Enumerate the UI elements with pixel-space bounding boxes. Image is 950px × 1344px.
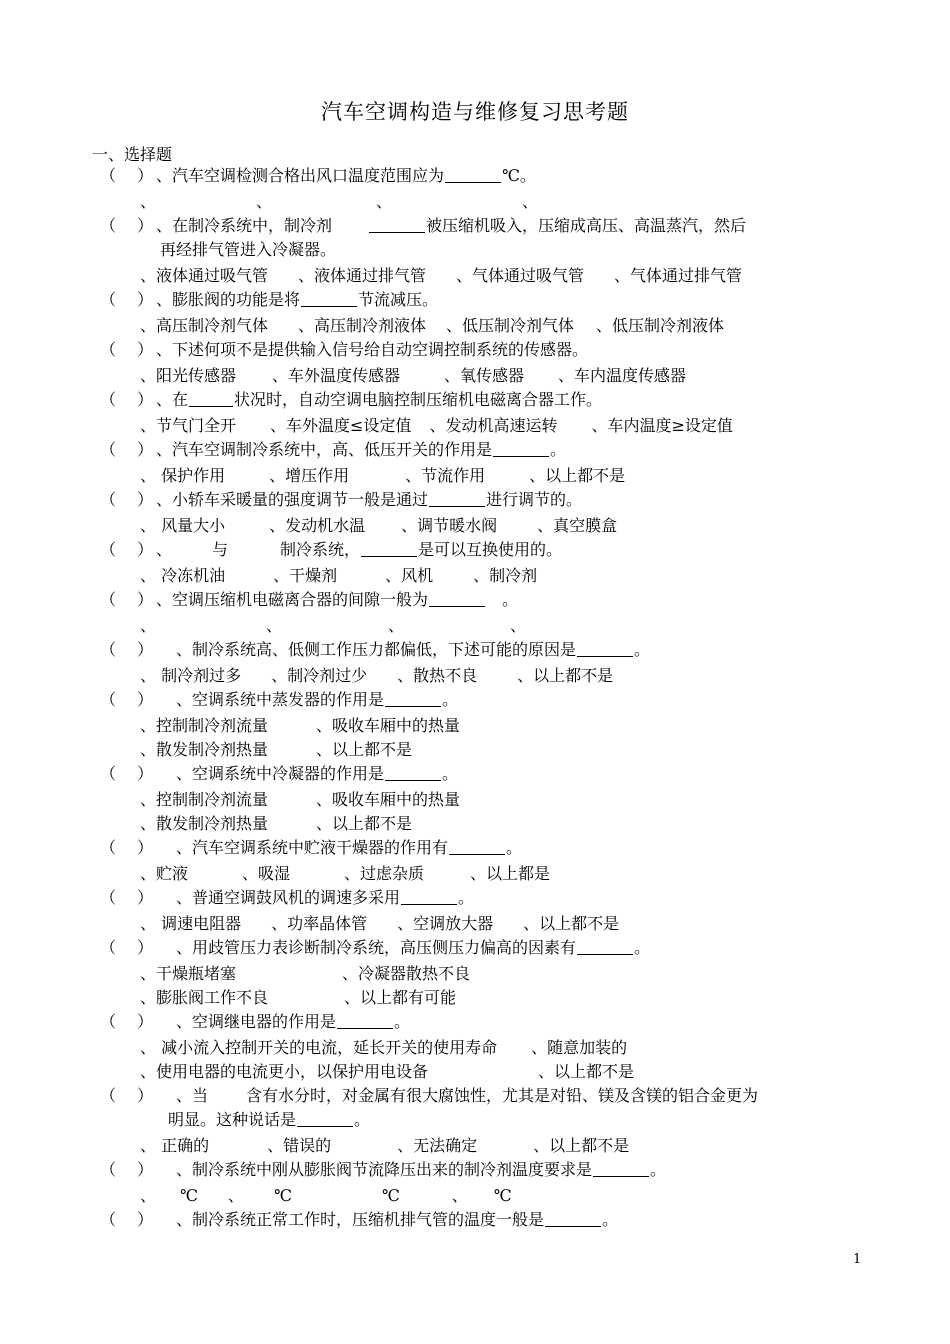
fill-blank[interactable] xyxy=(369,216,425,233)
fill-blank[interactable] xyxy=(429,490,485,507)
question-15: （ ） 、用歧管压力表诊断制冷系统，高压侧压力偏高的因素有 。 xyxy=(100,938,651,957)
options-row: 、 、 、 、 xyxy=(140,192,539,211)
options-row: 、 减小流入控制开关的电流，延长开关的使用寿命 、随意加装的 xyxy=(140,1038,628,1057)
question-6: （ ） 、汽车空调制冷系统中，高、低压开关的作用是 。 xyxy=(100,440,567,459)
question-16: （ ） 、空调继电器的作用是 。 xyxy=(100,1012,411,1031)
options-row: 、使用电器的电流更小，以保护用电设备 、以上都不是 xyxy=(140,1062,635,1081)
question-continuation: 明显。这种说话是 。 xyxy=(168,1110,371,1129)
question-18: （ ） 、制冷系统中刚从膨胀阀节流降压出来的制冷剂温度要求是 。 xyxy=(100,1160,667,1179)
fill-blank[interactable] xyxy=(385,690,441,707)
options-row: 、 调速电阻器 、功率晶体管 、空调放大器 、以上都不是 xyxy=(140,914,620,933)
page-title: 汽车空调构造与维修复习思考题 xyxy=(321,100,629,124)
question-4: （ ） 、下述何项不是提供输入信号给自动空调控制系统的传感器。 xyxy=(100,340,589,359)
options-row: 、 冷冻机油 、干燥剂 、风机 、制冷剂 xyxy=(140,566,538,585)
fill-blank[interactable] xyxy=(593,1160,649,1177)
fill-blank[interactable] xyxy=(385,764,441,781)
options-row: 、膨胀阀工作不良 、以上都有可能 xyxy=(140,988,457,1007)
question-8: （ ） 、 与 制冷系统， 是可以互换使用的。 xyxy=(100,540,563,559)
question-3: （ ） 、膨胀阀的功能是将 节流减压。 xyxy=(100,290,439,309)
fill-blank[interactable] xyxy=(297,1110,353,1127)
options-row: 、液体通过吸气管 、液体通过排气管 、气体通过吸气管 、气体通过排气管 xyxy=(140,266,743,285)
fill-blank[interactable] xyxy=(577,938,633,955)
fill-blank[interactable] xyxy=(449,838,505,855)
section-heading: 一、选择题 xyxy=(92,145,173,164)
fill-blank[interactable] xyxy=(401,888,457,905)
question-13: （ ） 、汽车空调系统中贮液干燥器的作用有 。 xyxy=(100,838,523,857)
options-row: 、 、 、 、 xyxy=(140,616,527,635)
page-number: 1 xyxy=(853,1252,862,1267)
options-row: 、散发制冷剂热量 、以上都不是 xyxy=(140,814,413,833)
options-row: 、高压制冷剂气体 、高压制冷剂液体 、低压制冷剂气体 、低压制冷剂液体 xyxy=(140,316,725,335)
fill-blank[interactable] xyxy=(493,440,549,457)
options-row: 、 风量大小 、发动机水温 、调节暖水阀 、真空膜盒 xyxy=(140,516,618,535)
options-row: 、 保护作用 、增压作用 、节流作用 、以上都不是 xyxy=(140,466,626,485)
question-19: （ ） 、制冷系统正常工作时，压缩机排气管的温度一般是 。 xyxy=(100,1210,619,1229)
question-continuation: 再经排气管进入冷凝器。 xyxy=(160,240,337,259)
question-14: （ ） 、普通空调鼓风机的调速多采用 。 xyxy=(100,888,475,907)
fill-blank[interactable] xyxy=(577,640,633,657)
fill-blank[interactable] xyxy=(337,1012,393,1029)
options-row: 、散发制冷剂热量 、以上都不是 xyxy=(140,740,413,759)
options-row: 、 ℃ 、 ℃ ℃ 、 ℃ xyxy=(140,1186,512,1205)
options-row: 、控制制冷剂流量 、吸收车厢中的热量 xyxy=(140,716,461,735)
question-9: （ ） 、空调压缩机电磁离合器的间隙一般为 。 xyxy=(100,590,519,609)
question-5: （ ） 、在 状况时，自动空调电脑控制压缩机电磁离合器工作。 xyxy=(100,390,603,409)
fill-blank[interactable] xyxy=(189,390,233,407)
fill-blank[interactable] xyxy=(429,590,485,607)
options-row: 、控制制冷剂流量 、吸收车厢中的热量 xyxy=(140,790,461,809)
options-row: 、节气门全开 、车外温度≤设定值 、发动机高速运转 、车内温度≥设定值 xyxy=(140,416,733,435)
question-10: （ ） 、制冷系统高、低侧工作压力都偏低，下述可能的原因是 。 xyxy=(100,640,651,659)
question-11: （ ） 、空调系统中蒸发器的作用是 。 xyxy=(100,690,459,709)
question-1: （ ） 、汽车空调检测合格出风口温度范围应为 ℃。 xyxy=(100,166,536,185)
options-row: 、贮液 、吸湿 、过虑杂质 、以上都是 xyxy=(140,864,551,883)
fill-blank[interactable] xyxy=(445,166,501,183)
fill-blank[interactable] xyxy=(301,290,357,307)
question-17: （ ） 、当 含有水分时，对金属有很大腐蚀性，尤其是对铅、镁及含镁的铝合金更为 xyxy=(100,1086,759,1105)
fill-blank[interactable] xyxy=(545,1210,601,1227)
options-row: 、阳光传感器 、车外温度传感器 、氧传感器 、车内温度传感器 xyxy=(140,366,687,385)
options-row: 、 正确的 、错误的 、无法确定 、以上都不是 xyxy=(140,1136,630,1155)
answer-paren[interactable]: （ ） xyxy=(100,166,154,185)
question-7: （ ） 、小轿车采暖量的强度调节一般是通过 进行调节的。 xyxy=(100,490,583,509)
fill-blank[interactable] xyxy=(361,540,417,557)
options-row: 、 制冷剂过多 、制冷剂过少 、散热不良 、以上都不是 xyxy=(140,666,614,685)
question-2: （ ） 、在制冷系统中，制冷剂 被压缩机吸入，压缩成高压、高温蒸汽，然后 xyxy=(100,216,747,235)
options-row: 、干燥瓶堵塞 、冷凝器散热不良 xyxy=(140,964,471,983)
question-12: （ ） 、空调系统中冷凝器的作用是 。 xyxy=(100,764,459,783)
